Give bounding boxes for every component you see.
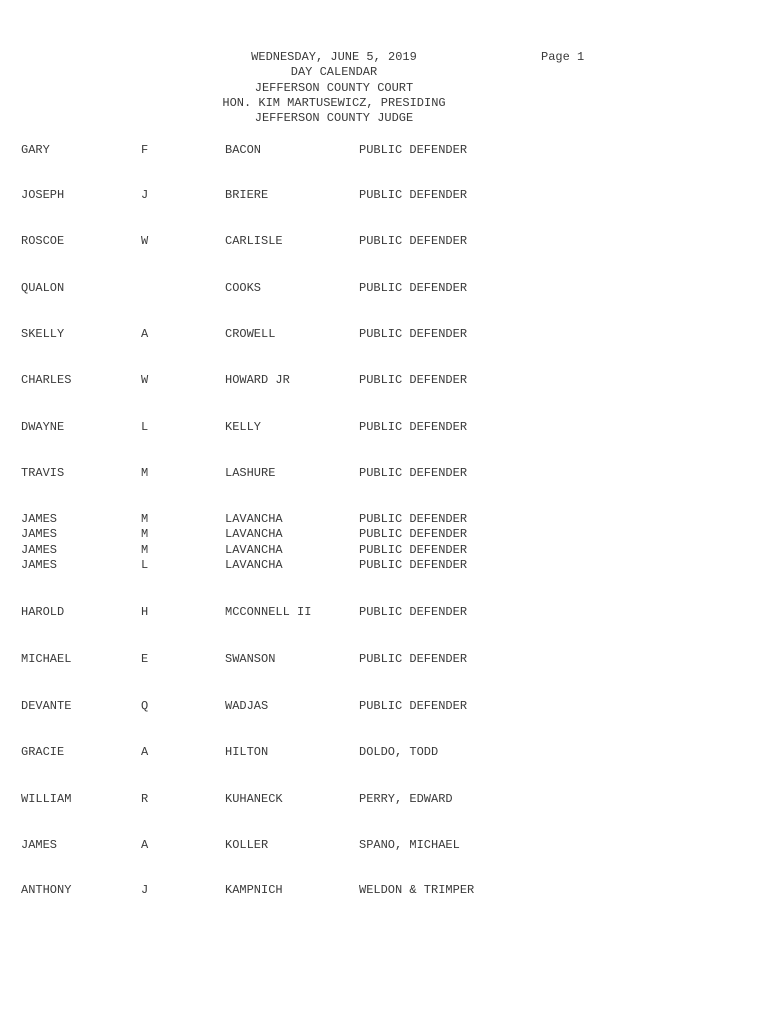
entry-last-name: LAVANCHA [225, 512, 283, 526]
entry-first-name: CHARLES [21, 373, 72, 387]
entry-attorney: DOLDO, TODD [359, 745, 439, 759]
entry-last-name: COOKS [225, 281, 262, 295]
entry-last-name: LAVANCHA [225, 558, 283, 572]
entry-middle-initial: M [141, 512, 149, 526]
entry-attorney: SPANO, MICHAEL [359, 838, 460, 852]
entry-middle-initial: J [141, 883, 149, 897]
entry-attorney: WELDON & TRIMPER [359, 883, 475, 897]
entry-attorney: PUBLIC DEFENDER [359, 699, 468, 713]
entry-first-name: TRAVIS [21, 466, 65, 480]
entry-middle-initial: M [141, 543, 149, 557]
entry-first-name: DWAYNE [21, 420, 65, 434]
entry-first-name: ANTHONY [21, 883, 72, 897]
entry-first-name: MICHAEL [21, 652, 72, 666]
entry-last-name: MCCONNELL II [225, 605, 312, 619]
entry-middle-initial: A [141, 745, 149, 759]
entry-middle-initial: Q [141, 699, 149, 713]
entry-first-name: SKELLY [21, 327, 65, 341]
entry-attorney: PUBLIC DEFENDER [359, 558, 468, 572]
entry-middle-initial: J [141, 188, 149, 202]
entry-middle-initial: W [141, 373, 149, 387]
presiding-judge: HON. KIM MARTUSEWICZ, PRESIDING [222, 95, 446, 110]
entry-middle-initial: E [141, 652, 149, 666]
entry-attorney: PUBLIC DEFENDER [359, 420, 468, 434]
calendar-date: WEDNESDAY, JUNE 5, 2019 [251, 50, 417, 64]
entry-last-name: KAMPNICH [225, 883, 283, 897]
entry-attorney: PUBLIC DEFENDER [359, 527, 468, 541]
entry-attorney: PUBLIC DEFENDER [359, 543, 468, 557]
entry-first-name: JOSEPH [21, 188, 65, 202]
entry-last-name: KELLY [225, 420, 262, 434]
entry-first-name: ROSCOE [21, 234, 65, 248]
entry-first-name: GRACIE [21, 745, 65, 759]
entry-attorney: PUBLIC DEFENDER [359, 373, 468, 387]
entry-last-name: WADJAS [225, 699, 269, 713]
calendar-type: DAY CALENDAR [290, 65, 378, 80]
entry-last-name: HOWARD JR [225, 373, 290, 387]
entry-middle-initial: L [141, 420, 149, 434]
entry-first-name: JAMES [21, 512, 58, 526]
entry-middle-initial: W [141, 234, 149, 248]
entry-attorney: PUBLIC DEFENDER [359, 143, 468, 157]
entry-first-name: GARY [21, 143, 50, 157]
entry-attorney: PUBLIC DEFENDER [359, 652, 468, 666]
entry-middle-initial: A [141, 838, 149, 852]
entry-middle-initial: M [141, 466, 149, 480]
entry-last-name: KUHANECK [225, 792, 283, 806]
entry-last-name: BRIERE [225, 188, 269, 202]
entry-last-name: BACON [225, 143, 262, 157]
entry-attorney: PUBLIC DEFENDER [359, 234, 468, 248]
entry-first-name: DEVANTE [21, 699, 72, 713]
entry-attorney: PUBLIC DEFENDER [359, 188, 468, 202]
entry-attorney: PUBLIC DEFENDER [359, 512, 468, 526]
entry-first-name: WILLIAM [21, 792, 72, 806]
entry-last-name: SWANSON [225, 652, 276, 666]
court-name: JEFFERSON COUNTY COURT [254, 80, 414, 95]
entry-middle-initial: L [141, 558, 149, 572]
entry-attorney: PERRY, EDWARD [359, 792, 453, 806]
entry-attorney: PUBLIC DEFENDER [359, 281, 468, 295]
entry-first-name: JAMES [21, 527, 58, 541]
entry-first-name: JAMES [21, 838, 58, 852]
entry-last-name: CARLISLE [225, 234, 283, 248]
judge-title: JEFFERSON COUNTY JUDGE [254, 111, 414, 126]
entry-middle-initial: R [141, 792, 149, 806]
entry-first-name: HAROLD [21, 605, 65, 619]
entry-attorney: PUBLIC DEFENDER [359, 466, 468, 480]
entry-attorney: PUBLIC DEFENDER [359, 327, 468, 341]
entry-last-name: LAVANCHA [225, 527, 283, 541]
entry-middle-initial: F [141, 143, 149, 157]
page-number: Page 1 [541, 50, 585, 64]
entry-first-name: QUALON [21, 281, 65, 295]
entry-last-name: HILTON [225, 745, 269, 759]
entry-middle-initial: A [141, 327, 149, 341]
entry-middle-initial: H [141, 605, 149, 619]
entry-last-name: CROWELL [225, 327, 276, 341]
entry-first-name: JAMES [21, 543, 58, 557]
entry-last-name: LASHURE [225, 466, 276, 480]
entry-last-name: LAVANCHA [225, 543, 283, 557]
entry-first-name: JAMES [21, 558, 58, 572]
entry-attorney: PUBLIC DEFENDER [359, 605, 468, 619]
entry-middle-initial: M [141, 527, 149, 541]
entry-last-name: KOLLER [225, 838, 269, 852]
